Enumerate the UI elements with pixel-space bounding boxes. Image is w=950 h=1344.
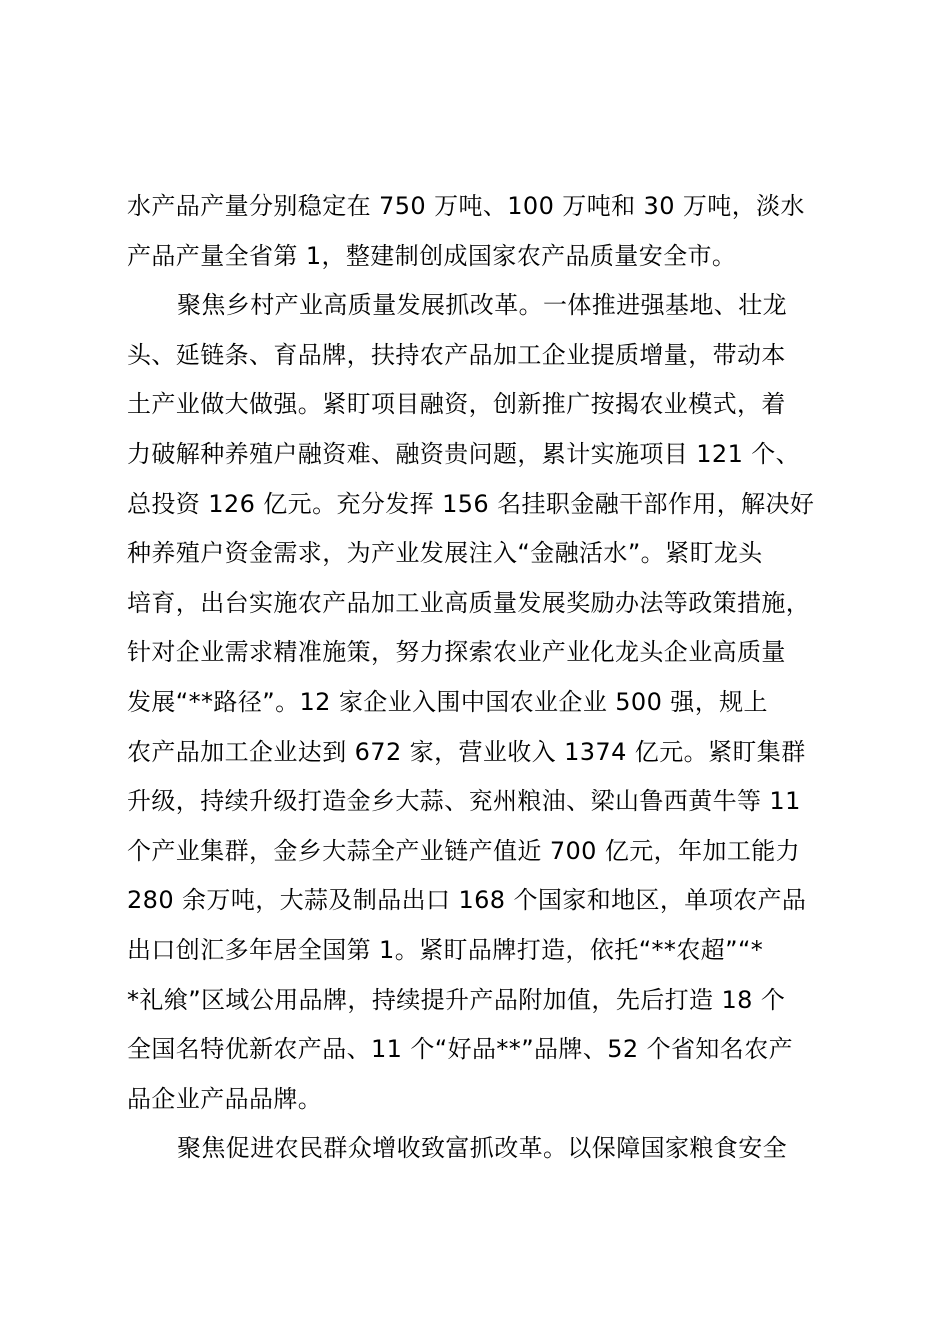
text-line: 全国名特优新农产品、11 个“好品**”品牌、52 个省知名农产 [127, 1035, 794, 1064]
text-line: 品企业产品品牌。 [127, 1084, 323, 1113]
text-line: 头、延链条、育品牌，扶持农产品加工企业提质增量，带动本 [127, 340, 786, 369]
text-line: 水产品产量分别稳定在 750 万吨、100 万吨和 30 万吨，淡水 [127, 192, 805, 220]
body-text [127, 182, 847, 1174]
text-line: 产品产量全省第 1，整建制创成国家农产品质量安全市。 [127, 241, 737, 270]
text-line: 个产业集群，金乡大蒜全产业链产值近 700 亿元，年加工能力 [127, 836, 801, 865]
text-line: 280 余万吨，大蒜及制品出口 168 个国家和地区，单项农产品 [127, 886, 807, 915]
text-line: 力破解种养殖户融资难、融资贵问题，累计实施项目 121 个、 [127, 439, 801, 468]
text-line: 土产业做大做强。紧盯项目融资，创新推广按揭农业模式，着 [127, 390, 786, 419]
text-line: 总投资 126 亿元。充分发挥 156 名挂职金融干部作用，解决好 [127, 489, 815, 518]
text-line: *礼飨”区域公用品牌，持续提升产品附加值，先后打造 18 个 [127, 985, 786, 1014]
text-line: 针对企业需求精准施策，努力探索农业产业化龙头企业高质量 [127, 638, 786, 667]
paragraph-first-line: 聚焦乡村产业高质量发展抓改革。一体推进强基地、壮龙 [177, 291, 787, 320]
text-line: 培育，出台实施农产品加工业高质量发展奖励办法等政策措施， [127, 588, 811, 617]
paragraph-first-line: 聚焦促进农民群众增收致富抓改革。以保障国家粮食安全 [177, 1134, 787, 1163]
text-line: 发展“**路径”。12 家企业入围中国农业企业 500 强，规上 [127, 687, 768, 716]
text-line: 出口创汇多年居全国第 1。紧盯品牌打造，依托“**农超”“* [127, 935, 764, 964]
text-line: 升级，持续升级打造金乡大蒜、兖州粮油、梁山鲁西黄牛等 11 [127, 787, 801, 816]
text-line: 种养殖户资金需求，为产业发展注入“金融活水”。紧盯龙头 [127, 539, 763, 568]
text-line: 农产品加工企业达到 672 家，营业收入 1374 亿元。紧盯集群 [127, 737, 806, 766]
